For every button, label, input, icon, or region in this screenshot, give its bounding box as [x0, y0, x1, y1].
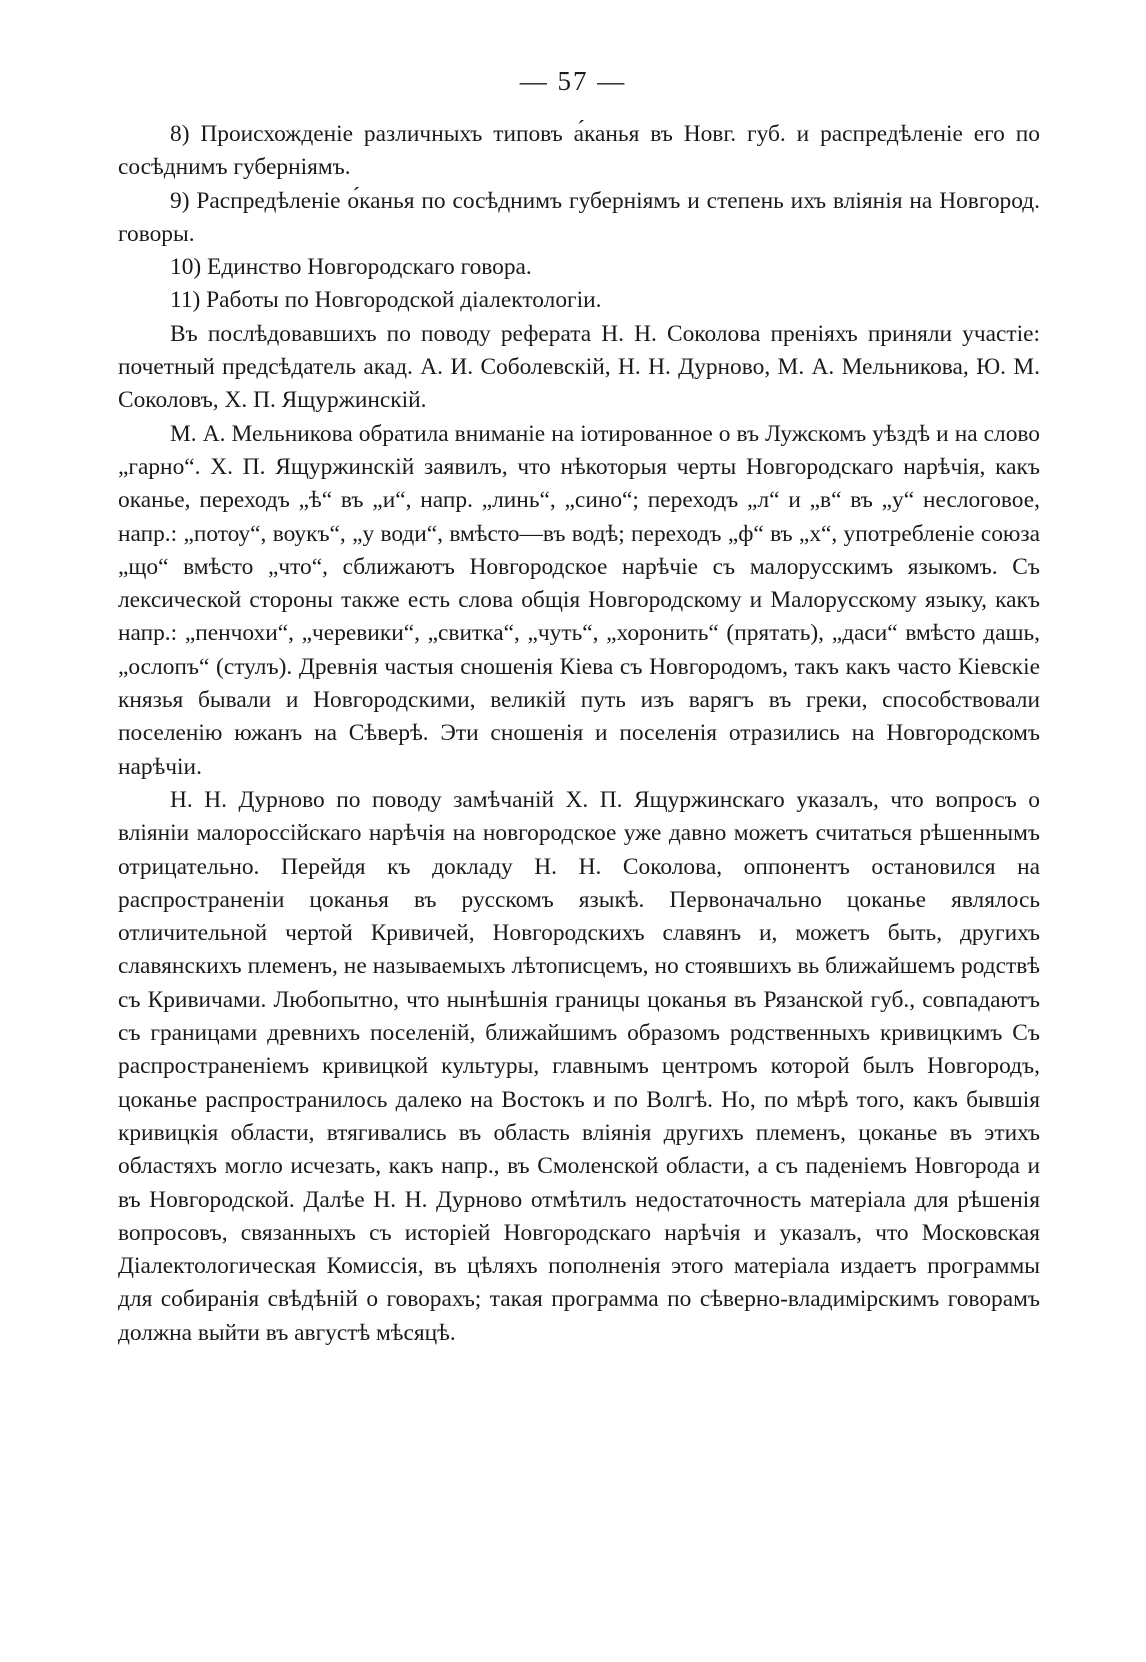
page-number: — 57 — — [519, 66, 627, 96]
list-item-11: 11) Работы по Новгородской дiалектологiи. — [170, 287, 602, 314]
list-item-10: 10) Единство Новгородскаго говора. — [170, 254, 532, 281]
document-body — [118, 118, 1040, 1350]
list-item-8: 8) Происхожденiе различныхъ типовъ а́канья въ Новг. губ. и распредѣленiе его по сосѣднимъ губернiямъ. — [118, 121, 1040, 181]
paragraph-durnovo-reply: Н. Н. Дурново по поводу замѣчанiй Х. П. Ящуржинскаго указалъ, что вопросъ о влiянiи малороссiйскаго нарѣчiя на новгородское уже давно можетъ считаться рѣшеннымъ отрицательно. Перейдя къ докладу Н. Н. Соколова, оппонентъ остановился на распространенiи цоканья въ русскомъ языкѣ. Первоначально цоканье являлось отличительной чертой Кривичей, Новгородскихъ славянъ и, можетъ быть, другихъ славянскихъ племенъ, не называемыхъ лѣтописцемъ, но стоявшихъ вь ближайшемъ родствѣ съ Кривичами. Любопытно, что нынѣшнiя границы цоканья въ Рязанской губ., совпадаютъ съ границами древнихъ поселенiй, ближайшимъ образомъ родственныхъ кривицкимъ Съ распространенiемъ кривицкой культуры, главнымъ центромъ которой былъ Новгородъ, цоканье распространилось далеко на Востокъ и по Волгѣ. Но, по мѣрѣ того, какъ бывшiя кривицкiя области, втягивались въ область влiянiя другихъ племенъ, цоканье въ этихъ областяхъ могло исчезать, какъ напр., въ Смоленской области, а съ паденiемъ Новгорода и въ Новгородской. Далѣе Н. Н. Дурново отмѣтилъ недостаточность матерiала для рѣшенiя вопросовъ, связанныхъ съ исторiей Новгородскаго нарѣчiя и указалъ, что Московская Дiалектологическая Комиссiя, въ цѣляхъ пополненiя этого матерiала издаетъ программы для собиранiя свѣдѣнiй о говорахъ; такая программа по сѣверно-владимiрскимъ говорамъ должна выйти въ августѣ мѣсяцѣ. — [118, 786, 1040, 1346]
paragraph-discussion-participants: Въ послѣдовавшихъ по поводу реферата Н. Н. Соколова пренiяхъ приняли участiе: почетный предсѣдатель акад. А. И. Соболевскiй, Н. Н. Дурново, М. А. Мельникова, Ю. М. Соколовъ, Х. П. Ящуржинскiй. — [118, 320, 1040, 414]
paragraph-melnikova-yashchurzhinsky: М. А. Мельникова обратила вниманiе на iотированное о въ Лужскомъ уѣздѣ и на слово „гарно“. Х. П. Ящуржинскiй заявилъ, что нѣкоторыя черты Новгородскаго нарѣчiя, какъ оканье, переходъ „ѣ“ въ „и“, напр. „линь“, „сино“; переходъ „л“ и „в“ въ „у“ неслоговое, напр.: „потоу“, воукъ“, „у води“, вмѣсто—въ водѣ; переходъ „ф“ въ „х“, употребленiе союза „що“ вмѣсто „что“, сближаютъ Новгородское нарѣчiе съ малорусскимъ языкомъ. Съ лексической стороны также есть слова общiя Новгородскому и Малорусскому языку, какъ напр.: „пенчохи“, „черевики“, „свитка“, „чуть“, „хоронить“ (прятать), „даси“ вмѣсто дашь, „ослопъ“ (стулъ). Древнiя частыя сношенiя Кiева съ Новгородомъ, такъ какъ часто Кiевскiе князья бывали и Новгородскими, великiй путь изъ варягъ въ греки, способствовали поселенiю южанъ на Сѣверѣ. Эти сношенiя и поселенiя отразились на Новгородскомъ нарѣчiи. — [118, 420, 1040, 780]
list-item-9: 9) Распредѣленiе о́канья по сосѣднимъ губернiямъ и степень ихъ влiянiя на Новгород. говоры. — [118, 187, 1040, 247]
